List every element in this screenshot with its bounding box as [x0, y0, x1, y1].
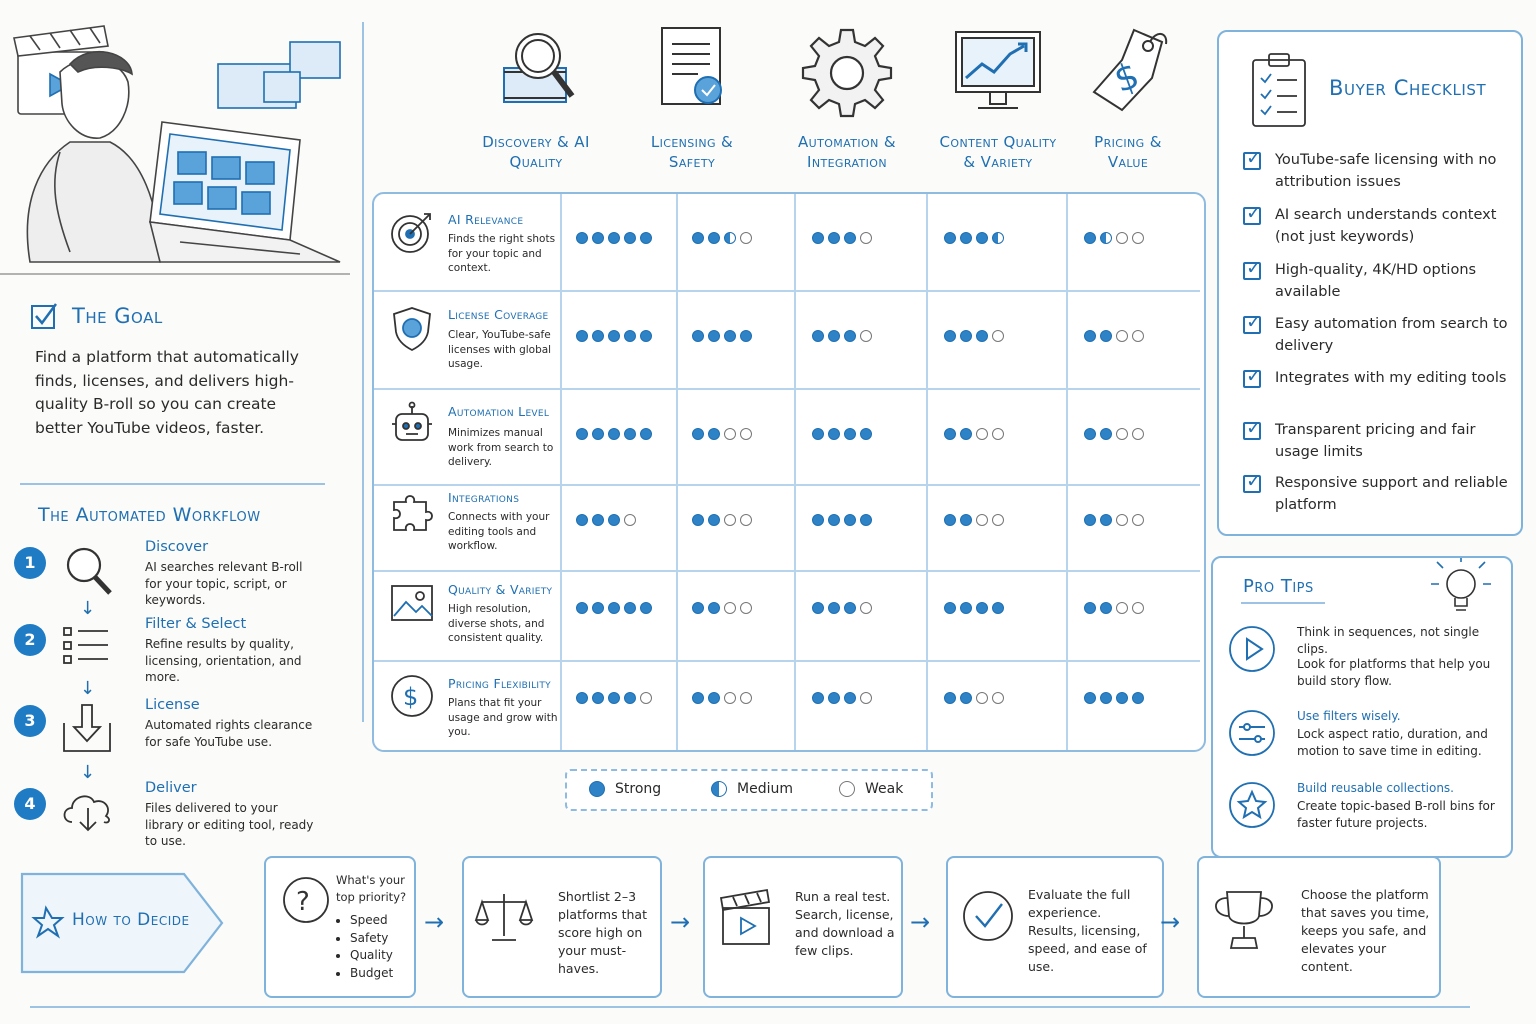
strong-dot-icon — [844, 232, 856, 244]
legend-strong: Strong — [615, 781, 662, 797]
criterion-title: AI Relevance — [448, 212, 524, 227]
strong-dot-icon — [592, 428, 604, 440]
trophy-icon — [1209, 886, 1269, 946]
strong-dot-icon — [692, 330, 704, 342]
magnifier-video-icon — [486, 20, 586, 120]
strong-dot-icon — [576, 330, 588, 342]
rating-legend — [565, 769, 933, 811]
category-discovery — [466, 20, 606, 180]
strong-dot-icon — [976, 232, 988, 244]
weak-dot-icon — [976, 514, 988, 526]
goal-check-icon — [30, 302, 58, 330]
decide-step-shortlist — [462, 856, 662, 998]
column-divider — [560, 194, 562, 750]
decide-step-test — [703, 856, 903, 998]
goal-title: The Goal — [72, 304, 163, 328]
step-desc: Files delivered to your library or editing tool, ready to use. — [145, 801, 314, 848]
rating-dots — [576, 232, 652, 244]
strong-dot-icon — [960, 232, 972, 244]
weak-dot-icon — [1132, 514, 1144, 526]
rating-dots — [944, 428, 1004, 440]
criterion-title: License Coverage — [448, 307, 549, 322]
strong-dot-icon — [708, 330, 720, 342]
strong-dot-icon — [624, 602, 636, 614]
strong-dot-icon — [624, 330, 636, 342]
shield-icon — [388, 304, 436, 352]
strong-dot-icon — [576, 514, 588, 526]
weak-dot-icon — [724, 692, 736, 704]
strong-dot-icon — [812, 602, 824, 614]
row-divider — [374, 484, 1200, 486]
rating-dots — [944, 514, 1004, 526]
medium-dot-icon — [992, 232, 1004, 244]
category-label: Integration — [807, 153, 887, 171]
strong-dot-icon — [692, 692, 704, 704]
legend-weak: Weak — [865, 781, 904, 797]
strong-dot-icon — [692, 428, 704, 440]
strong-dot-icon — [708, 692, 720, 704]
strong-dot-icon — [960, 602, 972, 614]
strong-dot-icon — [708, 428, 720, 440]
checklist-item-text: AI search understands context (not just keywords) — [1275, 207, 1497, 245]
strong-dot-icon — [576, 692, 588, 704]
category-label: Pricing & — [1094, 133, 1162, 151]
criterion-title: Quality & Variety — [448, 582, 553, 597]
protips-underline — [1241, 602, 1325, 604]
pro-tips — [1211, 556, 1513, 858]
strong-dot-icon — [976, 602, 988, 614]
checklist-item-text: High-quality, 4K/HD options available — [1275, 262, 1477, 300]
checkbox-checked-icon[interactable] — [1243, 262, 1261, 280]
weak-dot-icon — [1132, 428, 1144, 440]
decide-step-choose — [1197, 856, 1441, 998]
price-tag-icon — [1078, 20, 1178, 120]
checklist-item-text: Integrates with my editing tools — [1275, 370, 1507, 386]
strong-dot-icon — [592, 692, 604, 704]
medium-dot-icon — [1100, 232, 1112, 244]
strong-dot-icon — [592, 330, 604, 342]
criterion-desc: High resolution, diverse shots, and consistent quality. — [448, 603, 545, 644]
rating-dots — [692, 232, 752, 244]
strong-dot-icon — [708, 514, 720, 526]
workflow-step-discover — [14, 539, 334, 627]
step-desc: AI searches relevant B-roll for your topic, script, or keywords. — [145, 560, 303, 607]
rating-dots — [812, 602, 872, 614]
step-desc: Automated rights clearance for safe YouTube use. — [145, 718, 313, 749]
play-icon — [1227, 624, 1277, 674]
row-divider — [374, 290, 1200, 292]
comparison-matrix — [372, 192, 1206, 752]
strong-dot-icon — [1084, 232, 1096, 244]
strong-dot-icon — [692, 232, 704, 244]
weak-dot-icon — [1132, 330, 1144, 342]
weak-dot-icon — [992, 514, 1004, 526]
strong-dot-icon — [828, 330, 840, 342]
strong-dot-icon — [960, 428, 972, 440]
rating-dots — [812, 514, 872, 526]
strong-dot-icon — [992, 602, 1004, 614]
strong-dot-icon — [608, 232, 620, 244]
target-icon — [388, 208, 436, 256]
strong-dot-icon — [592, 232, 604, 244]
weak-dot-icon — [1132, 232, 1144, 244]
strong-dot-icon — [812, 692, 824, 704]
criterion-desc: Plans that fit your usage and grow with you. — [448, 697, 558, 738]
rating-dots — [944, 232, 1004, 244]
weak-dot-icon — [976, 692, 988, 704]
strong-dot-icon — [1100, 330, 1112, 342]
decide-step-evaluate — [946, 856, 1164, 998]
strong-dot-icon — [640, 330, 652, 342]
strong-dot-icon — [1132, 692, 1144, 704]
arrow-down-icon: ↓ — [80, 762, 96, 783]
strong-dot-icon — [1084, 330, 1096, 342]
arrow-right-icon: → — [910, 908, 931, 936]
strong-dot-icon — [944, 692, 956, 704]
step-name: License — [145, 697, 200, 713]
strong-dot-icon — [1100, 428, 1112, 440]
checklist-icon — [60, 620, 116, 676]
weak-dot-icon — [1116, 232, 1128, 244]
star-icon — [1227, 780, 1277, 830]
strong-dot-icon — [576, 602, 588, 614]
rating-dots — [1084, 330, 1144, 342]
step-number: 3 — [14, 705, 46, 737]
svg-text:?: ? — [296, 887, 310, 917]
rating-dots — [812, 428, 872, 440]
strong-dot-icon — [592, 514, 604, 526]
strong-dot-icon — [608, 692, 620, 704]
sliders-icon — [1227, 708, 1277, 758]
strong-dot-icon — [692, 514, 704, 526]
criterion-title: Automation Level — [448, 404, 550, 419]
strong-dot-icon — [592, 602, 604, 614]
rating-dots — [692, 692, 752, 704]
certificate-icon — [642, 20, 742, 120]
strong-dot-icon — [844, 428, 856, 440]
strong-dot-icon — [828, 232, 840, 244]
strong-dot-icon — [944, 602, 956, 614]
step-number: 1 — [14, 547, 46, 579]
column-divider — [926, 194, 928, 750]
shortlist-text: Shortlist 2–3 platforms that score high on your must-haves. — [558, 889, 647, 976]
weak-dot-icon — [860, 602, 872, 614]
decide-step-priority — [264, 856, 416, 998]
rating-dots — [692, 514, 752, 526]
priority-question: What's your top priority? — [336, 873, 407, 904]
workflow-step-filter — [14, 616, 334, 704]
scales-icon — [474, 888, 534, 948]
rating-dots — [812, 330, 872, 342]
weak-dot-icon — [860, 330, 872, 342]
buyer-checklist — [1217, 30, 1523, 536]
strong-dot-icon — [828, 602, 840, 614]
strong-dot-icon — [576, 232, 588, 244]
dollar-icon — [388, 672, 436, 720]
arrow-right-icon: → — [1160, 908, 1181, 936]
strong-dot-icon — [976, 330, 988, 342]
checklist-item-text: Responsive support and reliable platform — [1275, 475, 1508, 513]
checkbox-checked-icon[interactable] — [1243, 152, 1261, 170]
strong-dot-icon — [1100, 514, 1112, 526]
checkbox-checked-icon[interactable] — [1243, 370, 1261, 388]
weak-dot-icon — [724, 428, 736, 440]
criterion-title: Integrations — [448, 490, 520, 505]
arrow-right-icon: → — [424, 908, 445, 936]
category-label: Content Quality — [939, 133, 1057, 151]
rating-dots — [1084, 232, 1144, 244]
checkbox-checked-icon[interactable] — [1243, 475, 1261, 493]
criterion-desc: Minimizes manual work from search to delivery. — [448, 427, 554, 468]
checklist-item-text: YouTube-safe licensing with no attribution issues — [1275, 152, 1497, 190]
strong-dot-icon — [1084, 692, 1096, 704]
category-label: Discovery & AI — [482, 133, 590, 151]
rating-dots — [812, 692, 872, 704]
weak-dot-icon — [992, 692, 1004, 704]
strong-dot-icon — [812, 428, 824, 440]
clapperboard-icon — [715, 888, 775, 948]
strong-dot-icon — [708, 232, 720, 244]
protip-head: Build reusable collections. — [1297, 781, 1454, 795]
rating-dots — [812, 232, 872, 244]
checkbox-checked-icon[interactable] — [1243, 316, 1261, 334]
svg-text:$: $ — [1109, 54, 1145, 102]
strong-dot-icon — [960, 330, 972, 342]
strong-dot-icon — [944, 428, 956, 440]
rating-dots — [944, 692, 1004, 704]
strong-dot-icon — [624, 428, 636, 440]
strong-dot-icon — [724, 330, 736, 342]
protip-head: Think in sequences, not single clips. — [1297, 625, 1480, 656]
strong-dot-icon — [576, 428, 588, 440]
category-label: Quality — [509, 153, 563, 171]
checklist-title: Buyer Checklist — [1329, 76, 1487, 100]
monitor-chart-icon — [948, 20, 1048, 120]
decide-title: How to Decide — [72, 910, 190, 930]
step-name: Filter & Select — [145, 616, 247, 632]
svg-text:$: $ — [403, 683, 419, 711]
legend-medium: Medium — [737, 781, 793, 797]
rating-dots — [1084, 428, 1144, 440]
weak-dot-icon — [1132, 602, 1144, 614]
strong-dot-icon — [844, 692, 856, 704]
weak-dot-icon — [740, 602, 752, 614]
protip-body: Lock aspect ratio, duration, and motion to save time in editing. — [1297, 727, 1488, 758]
category-label: Automation & — [798, 133, 896, 151]
check-circle-icon — [958, 886, 1018, 946]
strong-dot-icon — [860, 514, 872, 526]
row-divider — [374, 388, 1200, 390]
criterion-desc: Clear, YouTube-safe licenses with global usage. — [448, 329, 552, 370]
strong-dot-icon — [640, 232, 652, 244]
strong-dot-icon — [740, 330, 752, 342]
rating-dots — [1084, 602, 1144, 614]
protip-body: Create topic-based B-roll bins for faster future projects. — [1297, 799, 1495, 830]
category-label: Value — [1107, 153, 1149, 171]
rating-dots — [576, 330, 652, 342]
priority-item: • Budget — [350, 965, 393, 983]
weak-dot-icon — [640, 692, 652, 704]
category-automation — [777, 20, 917, 180]
strong-dot-icon — [624, 232, 636, 244]
strong-dot-icon — [708, 602, 720, 614]
rating-dots — [1084, 514, 1144, 526]
medium-dot-icon — [711, 781, 727, 797]
weak-dot-icon — [724, 602, 736, 614]
strong-dot-icon — [812, 330, 824, 342]
weak-dot-icon — [1116, 428, 1128, 440]
rating-dots — [692, 428, 752, 440]
weak-dot-icon — [976, 428, 988, 440]
category-label: Licensing & — [650, 133, 734, 151]
hero-illustration — [0, 12, 350, 282]
magnifier-icon — [60, 543, 116, 599]
strong-dot-icon — [692, 602, 704, 614]
strong-dot-icon — [1084, 428, 1096, 440]
cloud-download-icon — [60, 784, 116, 840]
rating-dots — [576, 428, 652, 440]
arrow-down-icon: ↓ — [80, 678, 96, 699]
step-number: 2 — [14, 624, 46, 656]
rating-dots — [692, 330, 752, 342]
criterion-title: Pricing Flexibility — [448, 676, 551, 691]
goal-text: Find a platform that automatically finds, licenses, and delivers high-quality B-roll so you can create better YouTube videos, faster. — [35, 348, 299, 437]
strong-dot-icon — [812, 514, 824, 526]
protip-head: Use filters wisely. — [1297, 709, 1401, 723]
weak-dot-icon — [860, 232, 872, 244]
checkbox-checked-icon[interactable] — [1243, 422, 1261, 440]
weak-dot-icon — [740, 232, 752, 244]
strong-dot-icon — [960, 692, 972, 704]
category-pricing — [1058, 20, 1198, 180]
strong-dot-icon — [828, 428, 840, 440]
left-column-divider — [362, 22, 364, 722]
strong-dot-icon — [844, 602, 856, 614]
weak-dot-icon — [740, 514, 752, 526]
weak-dot-icon — [1116, 514, 1128, 526]
column-divider — [676, 194, 678, 750]
download-tray-icon — [60, 701, 116, 757]
strong-dot-icon — [812, 232, 824, 244]
priority-item: • Quality — [350, 947, 393, 965]
strong-dot-icon — [844, 514, 856, 526]
strong-dot-icon — [608, 602, 620, 614]
priority-item: • Safety — [350, 930, 393, 948]
rating-dots — [576, 692, 652, 704]
strong-dot-icon — [608, 428, 620, 440]
category-label: Safety — [668, 153, 716, 171]
workflow-title: The Automated Workflow — [38, 504, 261, 526]
checklist-item-text: Transparent pricing and fair usage limits — [1275, 422, 1476, 460]
weak-dot-icon — [724, 514, 736, 526]
step-number: 4 — [14, 788, 46, 820]
lightbulb-icon — [1423, 558, 1493, 618]
arrow-right-icon: → — [670, 908, 691, 936]
protips-title: Pro Tips — [1243, 576, 1314, 597]
priority-list — [336, 912, 393, 982]
strong-dot-icon — [1084, 514, 1096, 526]
goal-divider — [20, 483, 325, 485]
arrow-down-icon: ↓ — [80, 598, 96, 619]
rating-dots — [944, 602, 1004, 614]
column-divider — [1066, 194, 1068, 750]
row-divider — [374, 570, 1200, 572]
image-icon — [388, 580, 436, 628]
step-desc: Refine results by quality, licensing, orientation, and more. — [145, 637, 302, 684]
weak-dot-icon — [992, 330, 1004, 342]
rating-dots — [576, 514, 636, 526]
strong-dot-icon — [960, 514, 972, 526]
strong-dot-icon — [860, 428, 872, 440]
category-content-quality — [928, 20, 1068, 180]
robot-icon — [388, 400, 436, 448]
rating-dots — [576, 602, 652, 614]
puzzle-icon — [388, 488, 436, 536]
strong-dot-icon — [1116, 692, 1128, 704]
strong-dot-icon — [844, 330, 856, 342]
bottom-divider — [30, 1006, 1470, 1008]
weak-dot-icon — [839, 781, 855, 797]
strong-dot-icon — [944, 514, 956, 526]
step-name: Deliver — [145, 780, 197, 796]
checkbox-checked-icon[interactable] — [1243, 207, 1261, 225]
protip-body: Look for platforms that help you build story flow. — [1297, 657, 1491, 688]
evaluate-text: Evaluate the full experience. Results, licensing, speed, and ease of use. — [1028, 887, 1147, 974]
strong-dot-icon — [944, 330, 956, 342]
priority-item: • Speed — [350, 912, 393, 930]
clipboard-icon — [1249, 50, 1309, 130]
column-divider — [794, 194, 796, 750]
strong-dot-icon — [828, 514, 840, 526]
strong-dot-icon — [608, 514, 620, 526]
weak-dot-icon — [860, 692, 872, 704]
weak-dot-icon — [740, 692, 752, 704]
criterion-desc: Finds the right shots for your topic and context. — [448, 233, 556, 274]
category-label: & Variety — [963, 153, 1033, 171]
workflow-step-license — [14, 697, 334, 785]
test-text: Run a real test. Search, license, and download a few clips. — [795, 889, 895, 958]
rating-dots — [692, 602, 752, 614]
gear-icon — [797, 20, 897, 120]
question-icon — [276, 874, 336, 934]
strong-dot-icon — [640, 428, 652, 440]
weak-dot-icon — [624, 514, 636, 526]
step-name: Discover — [145, 539, 209, 555]
criterion-desc: Connects with your editing tools and workflow. — [448, 511, 550, 552]
strong-dot-icon — [624, 692, 636, 704]
strong-dot-icon — [944, 232, 956, 244]
category-licensing — [622, 20, 762, 180]
choose-text: Choose the platform that saves you time, keeps you safe, and elevates your content. — [1301, 887, 1430, 974]
strong-dot-icon — [589, 781, 605, 797]
weak-dot-icon — [740, 428, 752, 440]
medium-dot-icon — [724, 232, 736, 244]
strong-dot-icon — [1100, 692, 1112, 704]
weak-dot-icon — [1116, 330, 1128, 342]
checklist-item-text: Easy automation from search to delivery — [1275, 316, 1508, 354]
weak-dot-icon — [992, 428, 1004, 440]
weak-dot-icon — [1116, 602, 1128, 614]
rating-dots — [944, 330, 1004, 342]
strong-dot-icon — [828, 692, 840, 704]
row-divider — [374, 660, 1200, 662]
strong-dot-icon — [1084, 602, 1096, 614]
strong-dot-icon — [640, 602, 652, 614]
rating-dots — [1084, 692, 1144, 704]
strong-dot-icon — [608, 330, 620, 342]
strong-dot-icon — [1100, 602, 1112, 614]
